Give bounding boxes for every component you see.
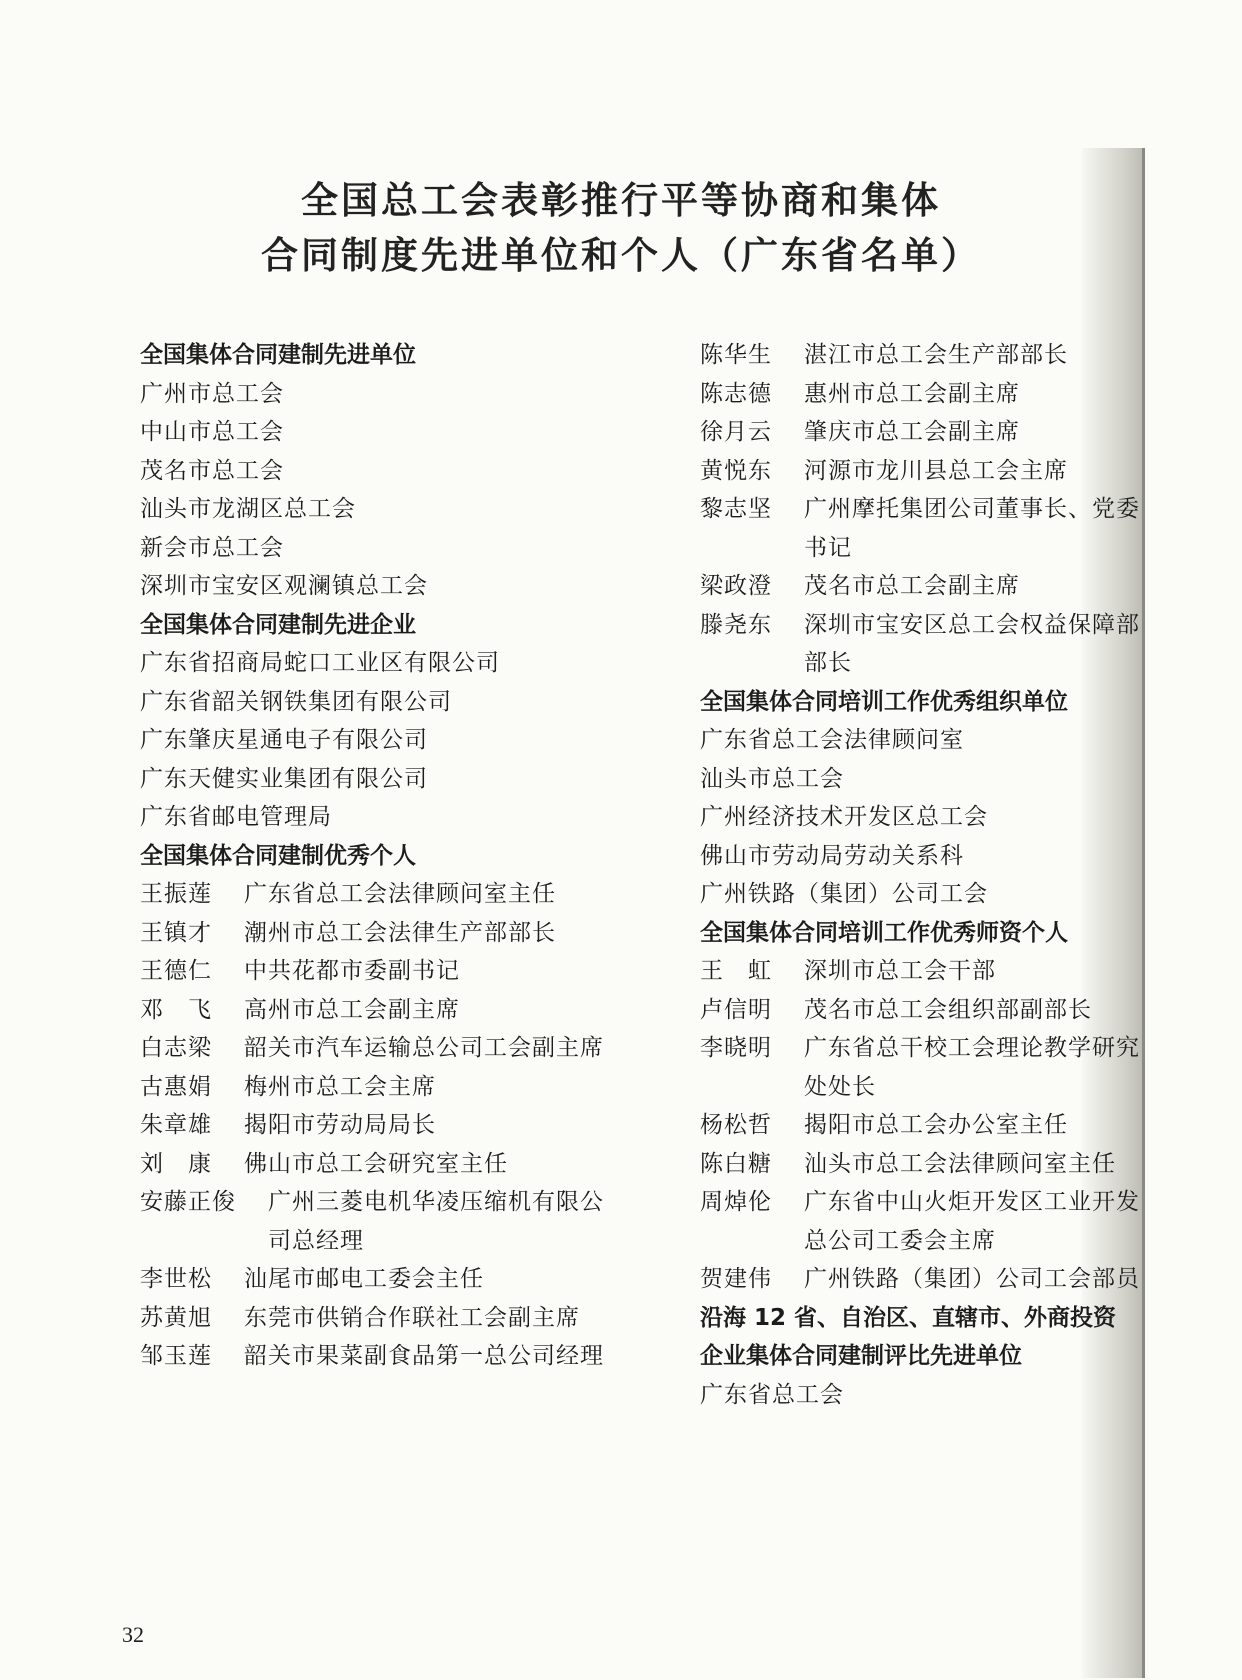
person-title: 广东省总工会法律顾问室主任 — [244, 881, 556, 907]
person-name: 徐月云 — [700, 419, 772, 445]
person-title: 河源市龙川县总工会主席 — [804, 457, 1068, 484]
list-item: 广州经济技术开发区总工会 — [700, 804, 988, 830]
person-row — [140, 1260, 610, 1299]
person-name: 梁政澄 — [700, 573, 772, 599]
person-row — [140, 1183, 610, 1260]
section-heading: 沿海 12 省、自治区、直辖市、外商投资 — [700, 1304, 1117, 1331]
person-name: 邹玉莲 — [140, 1343, 212, 1369]
person-title: 中共花都市委副书记 — [244, 958, 460, 984]
person-title: 揭阳市总工会办公室主任 — [804, 1112, 1068, 1138]
person-name: 安藤正俊 — [140, 1189, 236, 1215]
person-name: 李世松 — [140, 1266, 212, 1292]
person-row — [140, 1299, 610, 1338]
person-name: 王镇才 — [140, 919, 212, 946]
person-name: 滕尧东 — [700, 611, 772, 638]
person-title: 肇庆市总工会副主席 — [804, 419, 1020, 445]
person-row — [700, 567, 1150, 606]
person-name: 黎志坚 — [700, 496, 772, 522]
person-name: 王德仁 — [140, 958, 212, 984]
person-name: 杨松哲 — [700, 1112, 772, 1138]
person-row — [700, 452, 1150, 491]
person-title: 潮州市总工会法律生产部部长 — [244, 919, 556, 946]
person-title: 广州摩托集团公司董事长、党委书记 — [804, 496, 1140, 561]
right-column — [700, 336, 1150, 1414]
list-item: 汕头市龙湖区总工会 — [140, 496, 356, 522]
page-title-line-1: 全国总工会表彰推行平等协商和集体 — [301, 179, 941, 222]
person-title: 韶关市汽车运输总公司工会副主席 — [244, 1035, 604, 1061]
list-item: 广州铁路（集团）公司工会 — [700, 881, 988, 907]
person-row — [140, 991, 610, 1030]
person-name: 邓 飞 — [140, 996, 212, 1023]
person-row — [700, 336, 1150, 375]
person-name: 苏黄旭 — [140, 1304, 212, 1331]
list-item: 广东省总工会 — [700, 1381, 844, 1408]
person-row — [140, 1145, 610, 1184]
person-title: 广东省总干校工会理论教学研究处处长 — [804, 1035, 1140, 1100]
person-row — [700, 991, 1150, 1030]
person-name: 王振莲 — [140, 881, 212, 907]
person-title: 韶关市果菜副食品第一总公司经理 — [244, 1343, 604, 1369]
page-number: 32 — [122, 1622, 144, 1647]
list-item: 汕头市总工会 — [700, 765, 844, 792]
person-title: 汕尾市邮电工委会主任 — [244, 1266, 484, 1292]
person-title: 高州市总工会副主席 — [244, 996, 460, 1023]
person-name: 卢信明 — [700, 996, 772, 1023]
person-title: 广州三菱电机华凌压缩机有限公司总经理 — [268, 1189, 604, 1254]
person-row — [140, 1068, 610, 1107]
person-row — [700, 1106, 1150, 1145]
person-title: 茂名市总工会副主席 — [804, 573, 1020, 599]
person-title: 惠州市总工会副主席 — [804, 380, 1020, 407]
page-title-line-2: 合同制度先进单位和个人（广东省名单） — [261, 234, 981, 277]
person-row — [700, 952, 1150, 991]
list-item: 广东天健实业集团有限公司 — [140, 765, 428, 792]
person-title: 佛山市总工会研究室主任 — [244, 1150, 508, 1177]
person-row — [700, 490, 1150, 567]
person-title: 广州铁路（集团）公司工会部员 — [804, 1266, 1140, 1292]
list-item: 茂名市总工会 — [140, 457, 284, 484]
person-title: 广东省中山火炬开发区工业开发总公司工委会主席 — [804, 1189, 1140, 1254]
person-row — [700, 606, 1150, 683]
person-name: 黄悦东 — [700, 457, 772, 484]
list-item: 广东省招商局蛇口工业区有限公司 — [140, 650, 500, 676]
list-item: 广东省总工会法律顾问室 — [700, 727, 964, 753]
person-row — [700, 413, 1150, 452]
person-title: 汕头市总工会法律顾问室主任 — [804, 1150, 1116, 1177]
person-row — [700, 1029, 1150, 1106]
person-name: 陈志德 — [700, 380, 772, 407]
person-title: 深圳市总工会干部 — [804, 958, 996, 984]
person-row — [140, 875, 610, 914]
person-title: 深圳市宝安区总工会权益保障部部长 — [804, 611, 1140, 676]
person-name: 陈华生 — [700, 342, 772, 368]
person-name: 周焯伦 — [700, 1189, 772, 1215]
list-item: 深圳市宝安区观澜镇总工会 — [140, 573, 428, 599]
section-heading: 全国集体合同培训工作优秀组织单位 — [700, 688, 1068, 715]
person-name: 王 虹 — [700, 958, 772, 984]
person-row — [140, 914, 610, 953]
list-item: 广东省韶关钢铁集团有限公司 — [140, 688, 452, 715]
person-title: 东莞市供销合作联社工会副主席 — [244, 1304, 580, 1331]
list-item: 佛山市劳动局劳动关系科 — [700, 842, 964, 869]
person-name: 朱章雄 — [140, 1112, 212, 1138]
person-row — [700, 1145, 1150, 1184]
person-row — [700, 375, 1150, 414]
person-name: 陈白糖 — [700, 1150, 772, 1177]
person-name: 刘 康 — [140, 1150, 212, 1177]
person-name: 贺建伟 — [700, 1266, 772, 1292]
person-row — [700, 1260, 1150, 1299]
list-item: 新会市总工会 — [140, 534, 284, 561]
list-item: 广东省邮电管理局 — [140, 804, 332, 830]
section-heading: 全国集体合同建制先进企业 — [140, 611, 416, 638]
person-row — [140, 1029, 610, 1068]
person-name: 古惠娟 — [140, 1073, 212, 1100]
person-name: 白志梁 — [140, 1035, 212, 1061]
person-row — [140, 1337, 610, 1376]
person-name: 李晓明 — [700, 1035, 772, 1061]
person-row — [140, 952, 610, 991]
person-title: 揭阳市劳动局局长 — [244, 1112, 436, 1138]
section-heading: 企业集体合同建制评比先进单位 — [700, 1343, 1022, 1369]
person-title: 茂名市总工会组织部副部长 — [804, 996, 1092, 1023]
list-item: 广州市总工会 — [140, 380, 284, 407]
section-heading: 全国集体合同培训工作优秀师资个人 — [700, 919, 1068, 946]
person-row — [700, 1183, 1150, 1260]
list-item: 广东肇庆星通电子有限公司 — [140, 727, 428, 753]
person-row — [140, 1106, 610, 1145]
section-heading: 全国集体合同建制优秀个人 — [140, 842, 416, 869]
person-title: 湛江市总工会生产部部长 — [804, 342, 1068, 368]
list-item: 中山市总工会 — [140, 419, 284, 445]
section-heading: 全国集体合同建制先进单位 — [140, 342, 416, 368]
left-column — [140, 336, 610, 1376]
person-title: 梅州市总工会主席 — [244, 1073, 436, 1100]
